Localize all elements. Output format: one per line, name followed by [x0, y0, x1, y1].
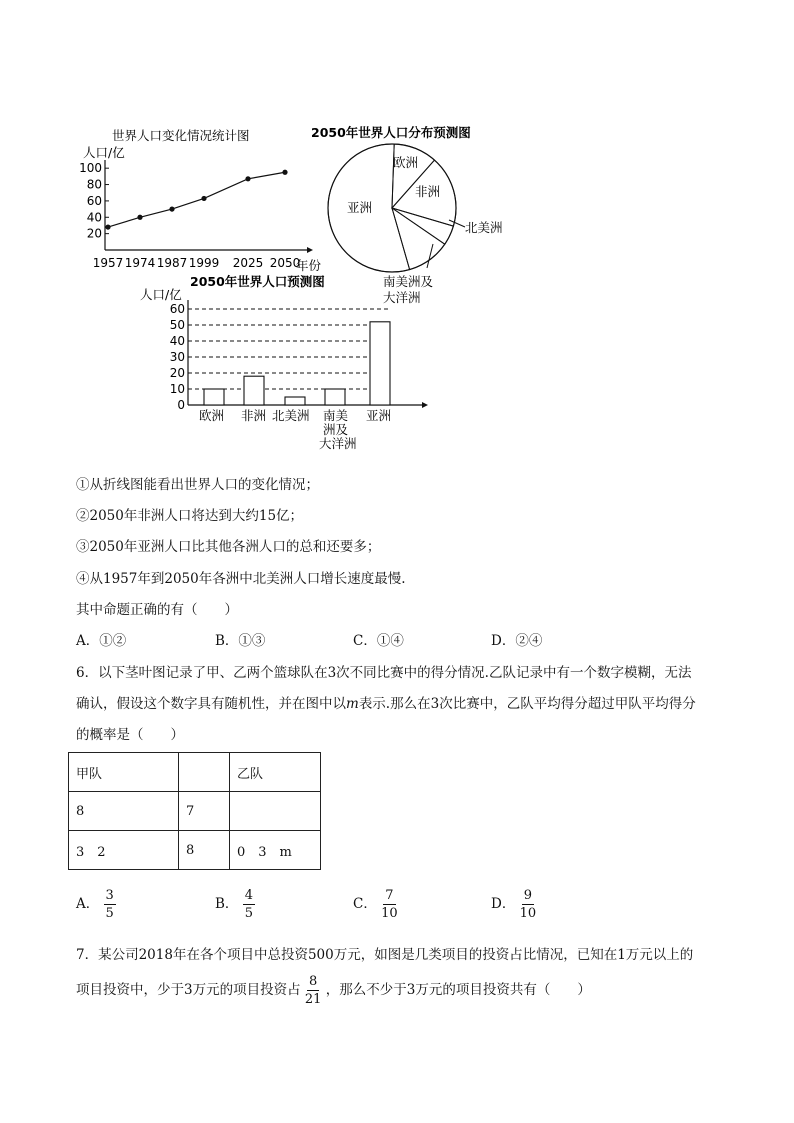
- x-tick-label: 1987: [156, 256, 188, 270]
- data-point: [245, 176, 250, 181]
- table-row: [69, 753, 321, 792]
- bar: [370, 322, 390, 405]
- data-point: [201, 196, 206, 201]
- y-tick-label: 60: [169, 302, 185, 316]
- q6-option-c: [353, 889, 398, 920]
- line-chart-title: 世界人口变化情况统计图: [112, 128, 250, 143]
- line-chart-xlabel: 年份: [296, 258, 322, 273]
- fraction-denominator: 10: [381, 906, 398, 921]
- bar-chart-ylabel: 人口/亿: [140, 287, 182, 302]
- q7-line2b: ，那么不少于3万元的项目投资共有（ ）: [325, 982, 591, 998]
- statement-3: ③2050年亚洲人口比其他各洲人口的总和还要多；: [76, 539, 381, 555]
- y-tick-label: 50: [169, 318, 185, 332]
- x-tick-label: 2025: [232, 256, 264, 270]
- pie-chart-title: 2050年世界人口分布预测图: [311, 125, 471, 140]
- q6-line2b: 表示.那么在3次比赛中，乙队平均得分超过甲队平均得分: [358, 696, 696, 712]
- pie-label-europe: 欧洲: [393, 155, 419, 170]
- table-cell: 甲队: [69, 753, 179, 792]
- fraction-denominator: 5: [244, 906, 253, 921]
- q6-var-m: m: [346, 696, 359, 712]
- fraction-numerator: 8: [309, 974, 318, 989]
- y-tick-label: 40: [86, 210, 102, 225]
- option-letter: A．: [76, 896, 100, 912]
- bar: [204, 389, 224, 405]
- x-tick-label: 1999: [188, 256, 220, 270]
- y-tick-label: 20: [86, 226, 102, 241]
- statement-4: ④从1957年到2050年各洲中北美洲人口增长速度最慢.: [76, 571, 406, 587]
- pie-label-south-america-2: 大洋洲: [383, 290, 421, 305]
- q6-line2: [76, 698, 696, 712]
- fraction-numerator: 4: [244, 888, 253, 903]
- q6-line1: 6．以下茎叶图记录了甲、乙两个篮球队在3次不同比赛中的得分情况.乙队记录中有一个数字模糊，无法: [76, 665, 692, 681]
- q5-option-b: B．①③: [215, 633, 266, 649]
- data-point: [137, 215, 142, 220]
- q5-prompt: 其中命题正确的有（ ）: [76, 602, 238, 618]
- option-letter: B．: [215, 896, 239, 912]
- x-tick-label: 1957: [92, 256, 124, 270]
- fraction: [243, 889, 255, 920]
- q6-option-a: [76, 889, 116, 920]
- q7-line1: 7．某公司2018年在各个项目中总投资500万元，如图是几类项目的投资占比情况，已知在1万元以上的: [76, 947, 694, 963]
- table-cell: [179, 753, 230, 792]
- option-letter: D．: [491, 896, 516, 912]
- fraction: [104, 889, 116, 920]
- y-tick-label: 30: [169, 350, 185, 364]
- q7-line2: [76, 975, 591, 1006]
- statement-1: ①从折线图能看出世界人口的变化情况；: [76, 477, 319, 493]
- table-cell: 0 3 m: [230, 831, 321, 870]
- fraction-numerator: 7: [385, 888, 394, 903]
- table-row: [69, 831, 321, 870]
- table-cell: 8: [69, 792, 179, 831]
- bar: [285, 397, 305, 405]
- statement-2: ②2050年非洲人口将达到大约15亿；: [76, 508, 304, 524]
- bar-chart-title: 2050年世界人口预测图: [190, 274, 325, 289]
- table-cell: 8: [179, 831, 230, 870]
- pie-slice-south-america: [392, 208, 445, 270]
- pie-label-south-america-1: 南美洲及: [383, 274, 434, 289]
- line-chart-ylabel: 人口/亿: [83, 145, 125, 160]
- fraction-numerator: 9: [523, 888, 533, 903]
- table-cell: 3 2: [69, 831, 179, 870]
- pie-label-asia: 亚洲: [347, 200, 373, 215]
- data-point: [169, 206, 174, 211]
- bar-cat-africa: 非洲: [241, 408, 267, 423]
- fraction: [520, 889, 537, 920]
- data-point: [105, 224, 110, 229]
- y-tick-label: 100: [79, 161, 102, 176]
- bar-cat-north-america: 北美洲: [272, 408, 310, 423]
- pie-leader-south-america: [427, 244, 433, 268]
- pie-label-north-america: 北美洲: [465, 220, 503, 235]
- q6-option-d: [491, 889, 536, 920]
- bar-cat-europe: 欧洲: [199, 408, 225, 423]
- bar-x-axis-arrow: [422, 402, 428, 408]
- bar-cat-asia: 亚洲: [366, 408, 392, 423]
- option-letter: C．: [353, 896, 377, 912]
- q5-option-d: D．②④: [491, 633, 543, 649]
- bar-cat-sa-1: 南美: [323, 408, 349, 423]
- q6-option-b: [215, 889, 255, 920]
- y-tick-label: 20: [169, 366, 185, 380]
- fraction-numerator: 3: [105, 888, 114, 903]
- q5-option-c: C．①④: [353, 633, 404, 649]
- bar: [244, 376, 264, 405]
- bar-cat-sa-2: 洲及: [323, 422, 349, 437]
- y-tick-label: 60: [86, 193, 102, 208]
- y-tick-label: 40: [169, 334, 185, 348]
- q7-fraction: [305, 975, 322, 1006]
- q6-line3: 的概率是（ ）: [76, 727, 184, 743]
- q7-line2a: 项目投资中，少于3万元的项目投资占: [76, 982, 301, 998]
- x-tick-label: 1974: [124, 256, 156, 270]
- fraction-denominator: 21: [304, 992, 322, 1007]
- stem-leaf-table: [68, 752, 321, 870]
- pie-label-africa: 非洲: [415, 184, 441, 199]
- bar-cat-sa-3: 大洋洲: [319, 436, 357, 451]
- y-tick-label: 10: [169, 382, 185, 396]
- table-cell: 乙队: [230, 753, 321, 792]
- q5-option-a: A．①②: [76, 633, 127, 649]
- x-tick-label: 2050: [269, 256, 301, 270]
- q6-line2a: 确认，假设这个数字具有随机性，并在图中以: [76, 696, 346, 712]
- bar-chart: [140, 272, 440, 454]
- table-row: [69, 792, 321, 831]
- fraction-denominator: 10: [519, 906, 537, 921]
- line-series: [108, 172, 285, 227]
- data-point: [282, 170, 287, 175]
- line-chart: [79, 120, 332, 275]
- y-tick-label: 0: [177, 398, 185, 412]
- table-cell: [230, 792, 321, 831]
- fraction: [381, 889, 398, 920]
- y-tick-label: 80: [86, 177, 102, 192]
- bar: [325, 389, 345, 405]
- fraction-denominator: 5: [105, 906, 114, 921]
- table-cell: 7: [179, 792, 230, 831]
